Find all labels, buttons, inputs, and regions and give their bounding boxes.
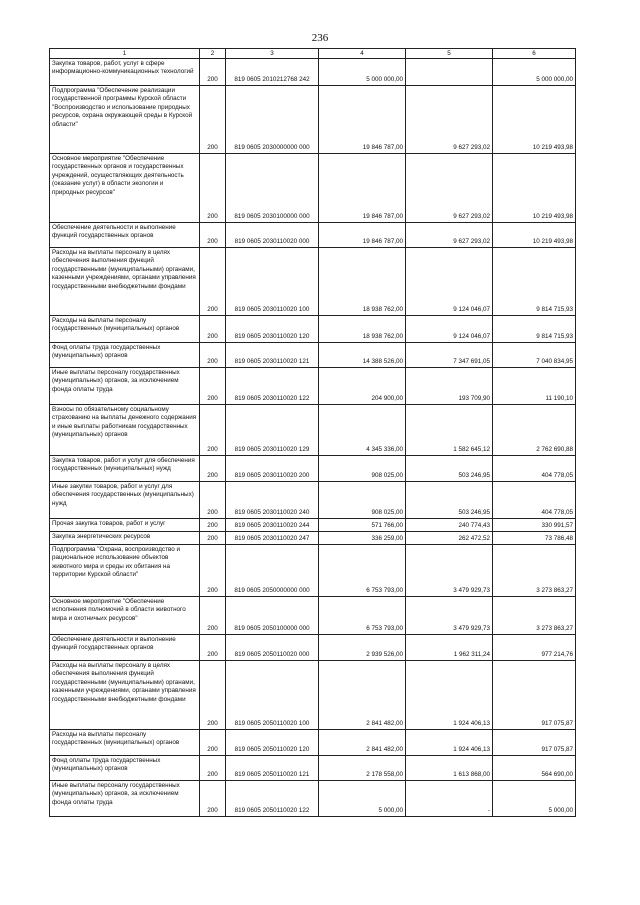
row-code-cell: 819 0605 2050000000 000 [226,545,319,597]
row-code-cell: 819 0605 2050110020 122 [226,781,319,817]
row-ved-cell: 200 [200,154,226,223]
row-code-cell: 819 0605 2030110020 240 [226,482,319,519]
budget-table [49,48,576,817]
row-name-cell: Закупка товаров, работ, услуг в сфере информационно-коммуникационных технологий [50,59,200,86]
row-plan-cell: 18 938 762,00 [319,248,406,316]
row-rest-cell: 10 219 493,98 [493,86,576,154]
row-plan-cell: 908 025,00 [319,456,406,482]
table-row [50,545,576,597]
row-plan-cell: 6 753 793,00 [319,597,406,635]
row-name-cell: Обеспечение деятельности и выполнение функций государственных органов [50,635,200,661]
row-plan-cell: 14 388 526,00 [319,343,406,368]
row-plan-cell: 908 025,00 [319,482,406,519]
table-row [50,597,576,635]
row-exec-cell: 9 124 046,07 [406,248,493,316]
row-rest-cell: 564 690,00 [493,756,576,781]
row-rest-cell: 404 778,05 [493,482,576,519]
row-plan-cell: 19 846 787,00 [319,223,406,248]
row-name-cell: Расходы на выплаты персоналу в целях обеспечения выполнения функций государственными (муниципальными) органами, казенными учреждениями, органами управления государственными внебюджетными фондами [50,661,200,730]
row-rest-cell: 404 778,05 [493,456,576,482]
row-code-cell: 819 0605 2010212768 242 [226,59,319,86]
table-row [50,781,576,817]
row-name-cell: Иные выплаты персоналу государственных (муниципальных) органов, за исключением фонда оплаты труда [50,368,200,405]
row-code-cell: 819 0605 2030000000 000 [226,86,319,154]
row-exec-cell: - [406,781,493,817]
row-ved-cell: 200 [200,86,226,154]
row-code-cell: 819 0605 2050100000 000 [226,597,319,635]
table-row [50,248,576,316]
row-ved-cell: 200 [200,545,226,597]
row-name-cell: Основное мероприятие "Обеспечение исполнения полномочий в области животного мира и охотничьих ресурсов" [50,597,200,635]
row-name-cell: Фонд оплаты труда государственных (муниципальных) органов [50,756,200,781]
row-name-cell: Иные выплаты персоналу государственных (муниципальных) органов, за исключением фонда оплаты труда [50,781,200,817]
row-name-cell: Иные закупки товаров, работ и услуг для обеспечения государственных (муниципальных) нужд [50,482,200,519]
row-exec-cell: 7 347 691,05 [406,343,493,368]
row-plan-cell: 18 938 762,00 [319,316,406,343]
row-rest-cell: 10 219 493,98 [493,154,576,223]
row-plan-cell: 4 345 336,00 [319,405,406,456]
row-name-cell: Взносы по обязательному социальному страхованию на выплаты денежного содержания и иные выплаты работникам государственных (муниципальных) органов [50,405,200,456]
row-plan-cell: 336 259,00 [319,532,406,545]
row-name-cell: Расходы на выплаты персоналу в целях обеспечения выполнения функций государственными (муниципальными) органами, казенными учреждениями, органами управления государственными внебюджетными фондами [50,248,200,316]
row-exec-cell: 1 962 311,24 [406,635,493,661]
row-rest-cell: 5 000 000,00 [493,59,576,86]
table-row [50,368,576,405]
table-row [50,482,576,519]
table-row [50,86,576,154]
row-ved-cell: 200 [200,248,226,316]
row-exec-cell: 1 582 645,12 [406,405,493,456]
row-name-cell: Фонд оплаты труда государственных (муниципальных) органов [50,343,200,368]
row-name-cell: Расходы на выплаты персоналу государственных (муниципальных) органов [50,316,200,343]
row-ved-cell: 200 [200,519,226,532]
header-cell: 5 [406,49,493,59]
row-exec-cell: 9 627 293,02 [406,154,493,223]
table-row [50,405,576,456]
row-code-cell: 819 0605 2030110020 244 [226,519,319,532]
row-name-cell: Основное мероприятие "Обеспечение государственных органов и государственных учреждений, осуществляющих деятельность (оказание услуг) в области экологии и природных ресурсов" [50,154,200,223]
row-code-cell: 819 0605 2030110020 129 [226,405,319,456]
row-name-cell: Подпрограмма "Охрана, воспроизводство и рациональное использование объектов животного мира и среды их обитания на территории Курской области" [50,545,200,597]
row-rest-cell: 11 190,10 [493,368,576,405]
row-exec-cell: 1 613 868,00 [406,756,493,781]
table-row [50,316,576,343]
row-ved-cell: 200 [200,456,226,482]
row-rest-cell: 7 040 834,95 [493,343,576,368]
row-ved-cell: 200 [200,343,226,368]
row-ved-cell: 200 [200,635,226,661]
row-ved-cell: 200 [200,368,226,405]
row-plan-cell: 571 766,00 [319,519,406,532]
row-exec-cell: 9 124 046,07 [406,316,493,343]
row-rest-cell: 2 762 690,88 [493,405,576,456]
row-exec-cell: 3 479 929,73 [406,545,493,597]
row-plan-cell: 2 939 526,00 [319,635,406,661]
row-exec-cell: 9 627 293,02 [406,86,493,154]
row-ved-cell: 200 [200,661,226,730]
row-plan-cell: 2 841 482,00 [319,730,406,756]
table-body [50,49,576,817]
row-name-cell: Подпрограмма "Обеспечение реализации государственной программы Курской области "Воспроизводство и использование природных ресурсов, охрана окружающей среды в Курской области" [50,86,200,154]
row-ved-cell: 200 [200,223,226,248]
row-code-cell: 819 0605 2050110020 000 [226,635,319,661]
row-code-cell: 819 0605 2030110020 100 [226,248,319,316]
row-rest-cell: 5 000,00 [493,781,576,817]
table-row [50,756,576,781]
table-row [50,730,576,756]
header-cell: 3 [226,49,319,59]
row-exec-cell: 193 709,90 [406,368,493,405]
table-row [50,154,576,223]
row-plan-cell: 19 846 787,00 [319,154,406,223]
row-code-cell: 819 0605 2050110020 120 [226,730,319,756]
row-name-cell: Закупка энергетических ресурсов [50,532,200,545]
row-ved-cell: 200 [200,482,226,519]
row-plan-cell: 6 753 793,00 [319,545,406,597]
table-row [50,635,576,661]
row-exec-cell: 503 246,95 [406,482,493,519]
table-header-row [50,49,576,59]
row-exec-cell: 3 479 929,73 [406,597,493,635]
row-ved-cell: 200 [200,597,226,635]
row-plan-cell: 2 178 558,00 [319,756,406,781]
row-ved-cell: 200 [200,756,226,781]
row-name-cell: Расходы на выплаты персоналу государственных (муниципальных) органов [50,730,200,756]
row-name-cell: Закупка товаров, работ и услуг для обеспечения государственных (муниципальных) нужд [50,456,200,482]
row-name-cell: Прочая закупка товаров, работ и услуг [50,519,200,532]
header-cell: 6 [493,49,576,59]
row-code-cell: 819 0605 2050110020 100 [226,661,319,730]
row-plan-cell: 5 000,00 [319,781,406,817]
row-plan-cell: 2 841 482,00 [319,661,406,730]
row-rest-cell: 10 219 493,98 [493,223,576,248]
row-code-cell: 819 0605 2030110020 247 [226,532,319,545]
row-ved-cell: 200 [200,59,226,86]
row-exec-cell: 1 924 406,13 [406,730,493,756]
table-row [50,456,576,482]
row-plan-cell: 204 900,00 [319,368,406,405]
header-cell: 4 [319,49,406,59]
row-rest-cell: 917 075,87 [493,661,576,730]
table-row [50,223,576,248]
row-rest-cell: 9 814 715,93 [493,316,576,343]
row-exec-cell: 503 246,95 [406,456,493,482]
row-code-cell: 819 0605 2030110020 122 [226,368,319,405]
row-rest-cell: 3 273 863,27 [493,597,576,635]
page-number: 236 [311,32,329,44]
header-cell: 2 [200,49,226,59]
row-code-cell: 819 0605 2030110020 000 [226,223,319,248]
row-exec-cell: 240 774,43 [406,519,493,532]
row-plan-cell: 19 846 787,00 [319,86,406,154]
row-ved-cell: 200 [200,730,226,756]
row-code-cell: 819 0605 2030110020 120 [226,316,319,343]
row-exec-cell [406,59,493,86]
row-ved-cell: 200 [200,781,226,817]
row-ved-cell: 200 [200,405,226,456]
row-exec-cell: 9 627 293,02 [406,223,493,248]
row-code-cell: 819 0605 2030110020 200 [226,456,319,482]
table-row [50,59,576,86]
table-row [50,343,576,368]
row-rest-cell: 3 273 863,27 [493,545,576,597]
row-plan-cell: 5 000 000,00 [319,59,406,86]
row-rest-cell: 9 814 715,93 [493,248,576,316]
row-exec-cell: 262 472,52 [406,532,493,545]
row-code-cell: 819 0605 2050110020 121 [226,756,319,781]
table-row [50,519,576,532]
table-row [50,661,576,730]
row-name-cell: Обеспечение деятельности и выполнение функций государственных органов [50,223,200,248]
row-code-cell: 819 0605 2030110020 121 [226,343,319,368]
row-code-cell: 819 0605 2030100000 000 [226,154,319,223]
row-ved-cell: 200 [200,316,226,343]
row-rest-cell: 917 075,87 [493,730,576,756]
row-rest-cell: 977 214,76 [493,635,576,661]
row-exec-cell: 1 924 406,13 [406,661,493,730]
table-row [50,532,576,545]
row-rest-cell: 330 991,57 [493,519,576,532]
row-rest-cell: 73 786,48 [493,532,576,545]
header-cell: 1 [50,49,200,59]
row-ved-cell: 200 [200,532,226,545]
